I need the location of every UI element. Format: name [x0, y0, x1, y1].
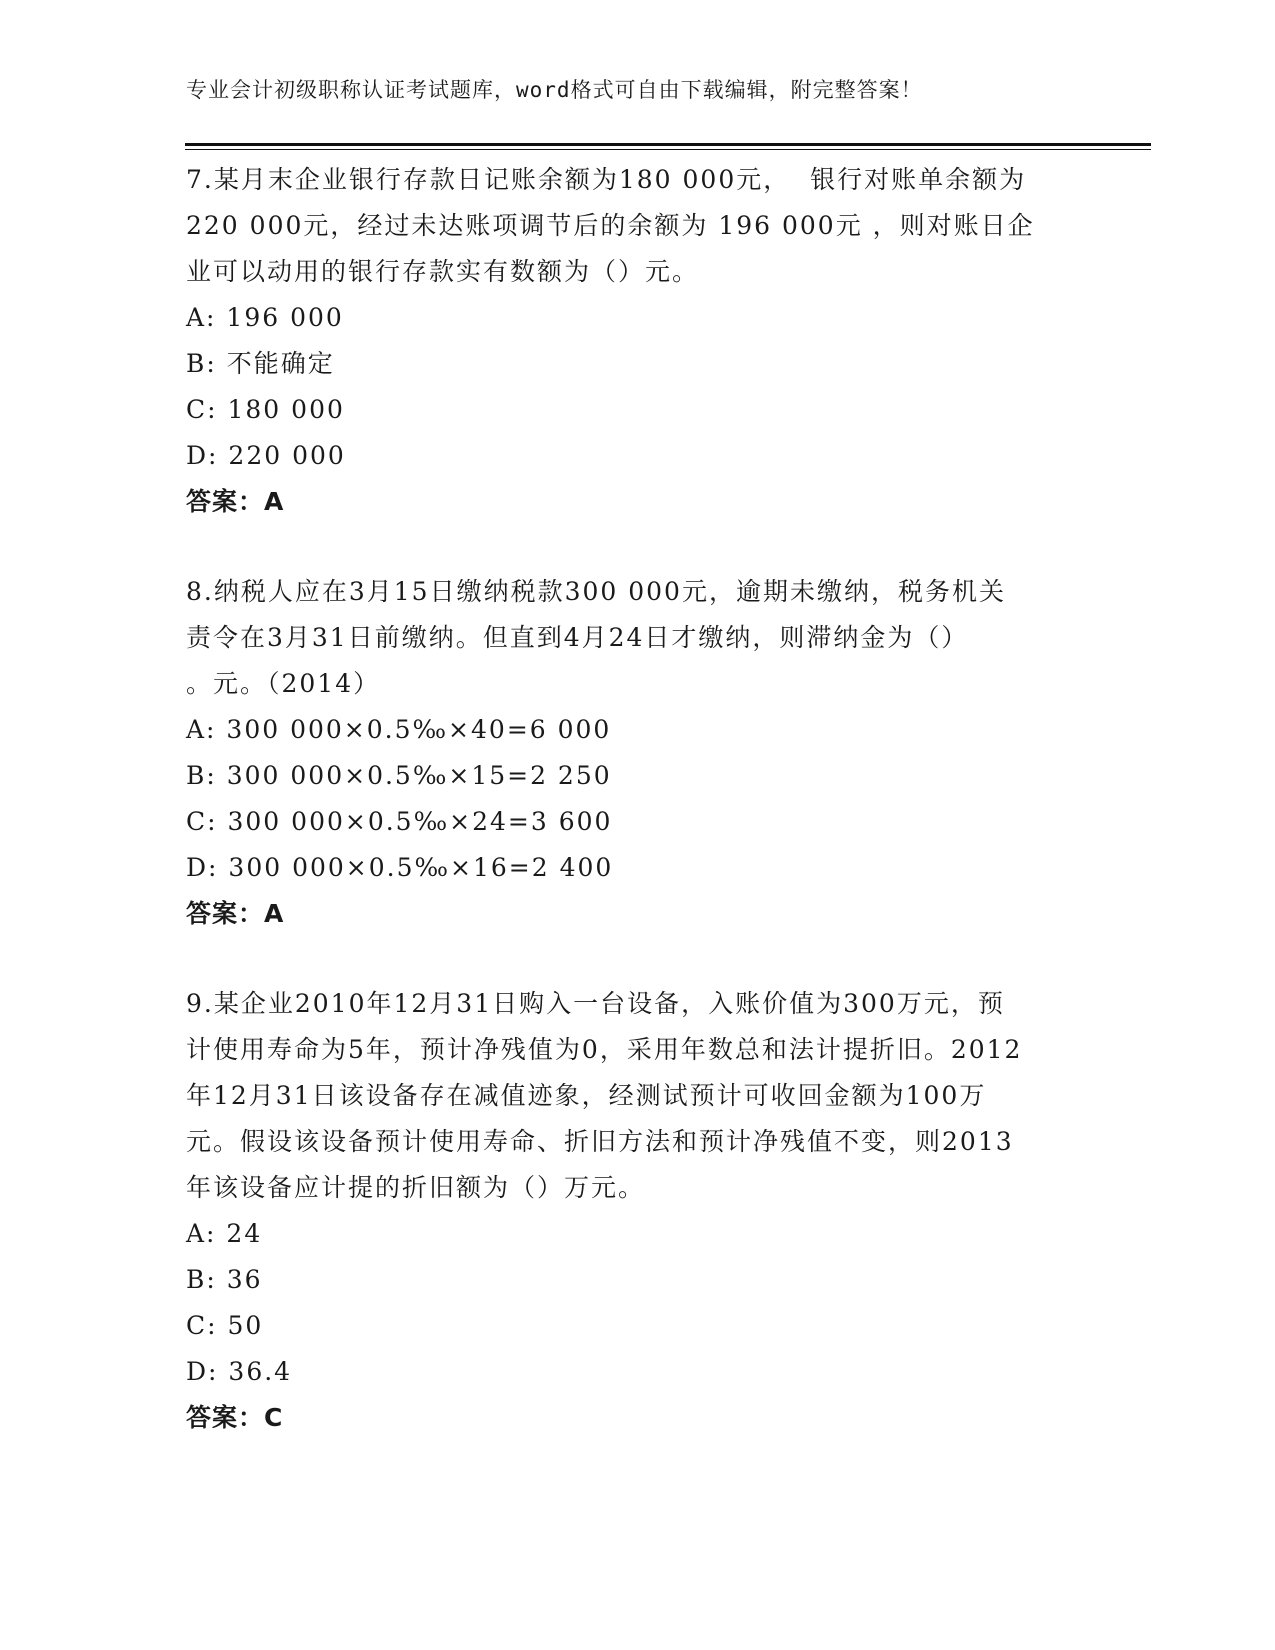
option-b: B: 36: [186, 1265, 263, 1294]
question-text-line: 8.纳税人应在3月15日缴纳税款300 000元，逾期未缴纳，税务机关: [186, 577, 1006, 606]
answer-label: 答案：A: [186, 899, 285, 928]
page-header: 专业会计初级职称认证考试题库，word格式可自由下载编辑，附完整答案！: [186, 78, 923, 102]
question-text-line: 年12月31日该设备存在减值迹象，经测试预计可收回金额为100万: [186, 1081, 987, 1110]
question-text-line: 计使用寿命为5年，预计净残值为0，采用年数总和法计提折旧。2012: [186, 1035, 1023, 1064]
question-9: [186, 981, 1086, 1441]
question-list: [186, 157, 1086, 1485]
question-7: [186, 157, 1086, 525]
option-d: D: 220 000: [186, 441, 346, 470]
question-text-line: 责令在3月31日前缴纳。但直到4月24日才缴纳，则滞纳金为（）: [186, 623, 969, 652]
answer-label: 答案：A: [186, 487, 285, 516]
question-text-line: 元。假设该设备预计使用寿命、折旧方法和预计净残值不变，则2013: [186, 1127, 1014, 1156]
option-d: D: 36.4: [186, 1357, 293, 1386]
answer-label: 答案：C: [186, 1403, 284, 1432]
option-c: C: 50: [186, 1311, 264, 1340]
header-rule-thin: [185, 149, 1151, 150]
question-text-line: 220 000元，经过未达账项调节后的余额为 196 000元 ，则对账日企: [186, 211, 1035, 240]
option-b: B: 300 000×0.5‰×15=2 250: [186, 761, 612, 790]
question-text-line: 业可以动用的银行存款实有数额为（）元。: [186, 257, 700, 286]
question-text-line: 年该设备应计提的折旧额为（）万元。: [186, 1173, 646, 1202]
option-c: C: 180 000: [186, 395, 345, 424]
option-a: A: 24: [186, 1219, 263, 1248]
option-d: D: 300 000×0.5‰×16=2 400: [186, 853, 614, 882]
option-a: A: 300 000×0.5‰×40=6 000: [186, 715, 612, 744]
question-text-line: 7.某月末企业银行存款日记账余额为180 000元， 银行对账单余额为: [186, 165, 1027, 194]
option-c: C: 300 000×0.5‰×24=3 600: [186, 807, 613, 836]
question-8: [186, 569, 1086, 937]
option-b: B: 不能确定: [186, 349, 335, 378]
question-text-line: 。元。（2014）: [186, 669, 381, 698]
option-a: A: 196 000: [186, 303, 344, 332]
header-rule-thick: [185, 143, 1151, 146]
question-text-line: 9.某企业2010年12月31日购入一台设备，入账价值为300万元，预: [186, 989, 1005, 1018]
